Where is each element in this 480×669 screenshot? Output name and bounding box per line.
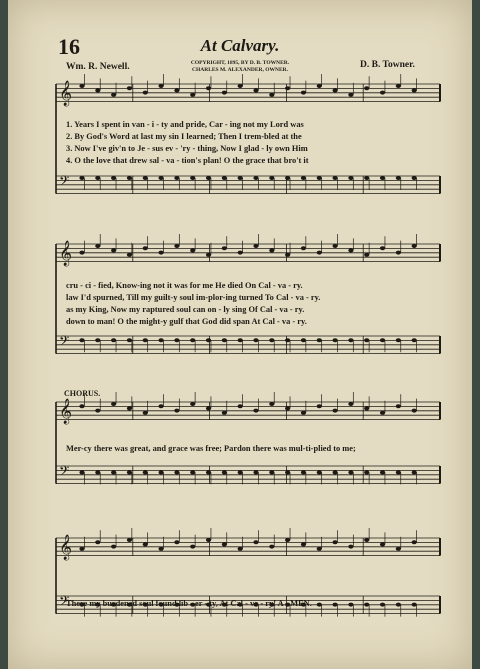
verse-4-line-a: 4. O the love that drew sal - va - tion's plan! O the grace that bro't it <box>66 156 309 165</box>
bass-clef-icon: 𝄢 <box>59 173 70 192</box>
note-head <box>111 338 116 342</box>
note-head <box>190 176 195 180</box>
note-head <box>174 338 179 342</box>
note-head <box>111 402 116 406</box>
note-head <box>253 409 258 413</box>
note-head <box>332 176 337 180</box>
music-score <box>8 0 472 669</box>
note-head <box>143 470 148 474</box>
note-head <box>95 540 100 544</box>
note-head <box>380 338 385 342</box>
note-head <box>364 176 369 180</box>
note-head <box>206 86 211 90</box>
note-head <box>222 542 227 546</box>
note-head <box>222 470 227 474</box>
verse-4-line-b: down to man! O the might-y gulf that God did span At Cal - va - ry. <box>66 317 307 326</box>
note-head <box>143 246 148 250</box>
note-head <box>127 538 132 542</box>
note-head <box>174 540 179 544</box>
hymnal-page <box>8 0 472 669</box>
note-head <box>79 404 84 408</box>
note-head <box>158 547 163 551</box>
note-head <box>111 176 116 180</box>
note-head <box>158 176 163 180</box>
treble-clef-icon: 𝄞 <box>59 399 73 424</box>
note-head <box>158 251 163 255</box>
note-head <box>364 406 369 410</box>
note-head <box>396 603 401 607</box>
note-head <box>396 84 401 88</box>
note-head <box>253 338 258 342</box>
note-head <box>380 246 385 250</box>
note-head <box>301 542 306 546</box>
note-head <box>190 402 195 406</box>
note-head <box>348 470 353 474</box>
note-head <box>127 406 132 410</box>
note-head <box>364 86 369 90</box>
note-head <box>317 176 322 180</box>
note-head <box>412 603 417 607</box>
note-head <box>364 538 369 542</box>
note-head <box>143 91 148 95</box>
note-head <box>190 545 195 549</box>
note-head <box>348 338 353 342</box>
note-head <box>380 470 385 474</box>
note-head <box>396 176 401 180</box>
note-head <box>348 402 353 406</box>
note-head <box>348 248 353 252</box>
note-head <box>111 470 116 474</box>
note-head <box>301 338 306 342</box>
verse-2-line-a: 2. By God's Word at last my sin I learned; Then I trem-bled at the <box>66 132 302 141</box>
note-head <box>79 176 84 180</box>
note-head <box>206 406 211 410</box>
note-head <box>332 244 337 248</box>
note-head <box>222 91 227 95</box>
note-head <box>238 176 243 180</box>
note-head <box>127 470 132 474</box>
note-head <box>222 411 227 415</box>
note-head <box>301 411 306 415</box>
note-head <box>317 603 322 607</box>
note-head <box>396 251 401 255</box>
note-head <box>190 93 195 97</box>
note-head <box>269 402 274 406</box>
note-head <box>127 176 132 180</box>
bass-clef-icon: 𝄢 <box>59 463 70 482</box>
note-head <box>253 176 258 180</box>
note-head <box>158 404 163 408</box>
note-head <box>364 603 369 607</box>
note-head <box>285 86 290 90</box>
note-head <box>238 470 243 474</box>
note-head <box>285 338 290 342</box>
note-head <box>95 176 100 180</box>
note-head <box>317 338 322 342</box>
note-head <box>143 176 148 180</box>
note-head <box>253 244 258 248</box>
chorus-line-1: Mer-cy there was great, and grace was free; Pardon there was mul-ti-plied to me; <box>66 444 356 453</box>
note-head <box>143 338 148 342</box>
composer-credit: D. B. Towner. <box>360 60 415 70</box>
note-head <box>190 338 195 342</box>
hymn-title: At Calvary. <box>200 36 280 55</box>
copyright-line-2: CHARLES M. ALEXANDER, OWNER. <box>192 67 288 73</box>
note-head <box>95 244 100 248</box>
verse-1-line-b: cru - ci - fied, Know-ing not it was for me He died On Cal - va - ry. <box>66 281 303 290</box>
note-head <box>238 547 243 551</box>
note-head <box>348 545 353 549</box>
copyright-line-1: COPYRIGHT, 1895, BY D. B. TOWNER. <box>190 60 290 66</box>
note-head <box>174 470 179 474</box>
note-head <box>380 542 385 546</box>
note-head <box>206 176 211 180</box>
note-head <box>253 470 258 474</box>
hymn-number: 16 <box>58 34 80 59</box>
note-head <box>143 411 148 415</box>
treble-clef-icon: 𝄞 <box>59 81 73 106</box>
note-head <box>301 91 306 95</box>
note-head <box>412 176 417 180</box>
note-head <box>412 409 417 413</box>
note-head <box>206 338 211 342</box>
note-head <box>127 253 132 257</box>
note-head <box>396 338 401 342</box>
note-head <box>111 545 116 549</box>
note-head <box>285 538 290 542</box>
note-head <box>269 545 274 549</box>
note-head <box>238 404 243 408</box>
note-head <box>317 84 322 88</box>
note-head <box>396 547 401 551</box>
note-head <box>301 246 306 250</box>
verse-2-line-b: law I'd spurned, Till my guilt-y soul im-plor-ing turned To Cal - va - ry. <box>66 293 321 302</box>
note-head <box>380 91 385 95</box>
note-head <box>332 88 337 92</box>
note-head <box>269 338 274 342</box>
note-head <box>238 338 243 342</box>
note-head <box>364 470 369 474</box>
bass-clef-icon: 𝄢 <box>59 593 70 612</box>
note-head <box>158 470 163 474</box>
verse-3-line-a: 3. Now I've giv'n to Je - sus ev - 'ry - thing, Now I glad - ly own Him <box>66 144 308 153</box>
note-head <box>412 338 417 342</box>
note-head <box>301 470 306 474</box>
note-head <box>253 540 258 544</box>
note-head <box>332 540 337 544</box>
note-head <box>412 470 417 474</box>
treble-clef-icon: 𝄞 <box>59 241 73 266</box>
author-credit: Wm. R. Newell. <box>66 62 130 72</box>
note-head <box>412 540 417 544</box>
note-head <box>127 86 132 90</box>
note-head <box>206 470 211 474</box>
note-head <box>412 244 417 248</box>
note-head <box>269 93 274 97</box>
note-head <box>380 411 385 415</box>
note-head <box>190 470 195 474</box>
note-head <box>79 470 84 474</box>
note-head <box>111 248 116 252</box>
note-head <box>174 88 179 92</box>
note-head <box>222 176 227 180</box>
note-head <box>301 176 306 180</box>
note-head <box>380 603 385 607</box>
note-head <box>158 84 163 88</box>
note-head <box>238 84 243 88</box>
note-head <box>332 338 337 342</box>
note-head <box>317 404 322 408</box>
note-head <box>332 409 337 413</box>
note-head <box>285 470 290 474</box>
verse-3-line-b: as my King, Now my raptured soul can on - ly sing Of Cal - va - ry. <box>66 305 305 314</box>
note-head <box>143 542 148 546</box>
note-head <box>95 88 100 92</box>
note-head <box>95 338 100 342</box>
bass-clef-icon: 𝄢 <box>59 333 70 352</box>
note-head <box>79 251 84 255</box>
note-head <box>222 246 227 250</box>
note-head <box>396 470 401 474</box>
note-head <box>174 244 179 248</box>
note-head <box>285 253 290 257</box>
note-head <box>285 176 290 180</box>
note-head <box>348 176 353 180</box>
note-head <box>269 176 274 180</box>
note-head <box>206 253 211 257</box>
note-head <box>317 547 322 551</box>
note-head <box>269 470 274 474</box>
note-head <box>158 338 163 342</box>
note-head <box>95 470 100 474</box>
note-head <box>111 93 116 97</box>
note-head <box>380 176 385 180</box>
note-head <box>253 88 258 92</box>
note-head <box>79 338 84 342</box>
treble-clef-icon: 𝄞 <box>59 535 73 560</box>
verse-1-line-a: 1. Years I spent in van - i - ty and pride, Car - ing not my Lord was <box>66 120 304 129</box>
note-head <box>364 253 369 257</box>
note-head <box>332 470 337 474</box>
note-head <box>412 88 417 92</box>
note-head <box>285 406 290 410</box>
note-head <box>348 93 353 97</box>
note-head <box>79 84 84 88</box>
note-head <box>174 409 179 413</box>
note-head <box>174 176 179 180</box>
note-head <box>269 248 274 252</box>
note-head <box>317 470 322 474</box>
chorus-line-2: There my burdened soul found lib - er - ty, At Cal - va - ry! A - MEN. <box>66 599 312 608</box>
chorus-label: CHORUS. <box>64 389 101 398</box>
note-head <box>348 603 353 607</box>
note-head <box>190 248 195 252</box>
note-head <box>206 538 211 542</box>
note-head <box>317 251 322 255</box>
note-head <box>127 338 132 342</box>
note-head <box>79 547 84 551</box>
note-head <box>396 404 401 408</box>
note-head <box>332 603 337 607</box>
note-head <box>222 338 227 342</box>
note-head <box>95 409 100 413</box>
note-head <box>238 251 243 255</box>
note-head <box>364 338 369 342</box>
